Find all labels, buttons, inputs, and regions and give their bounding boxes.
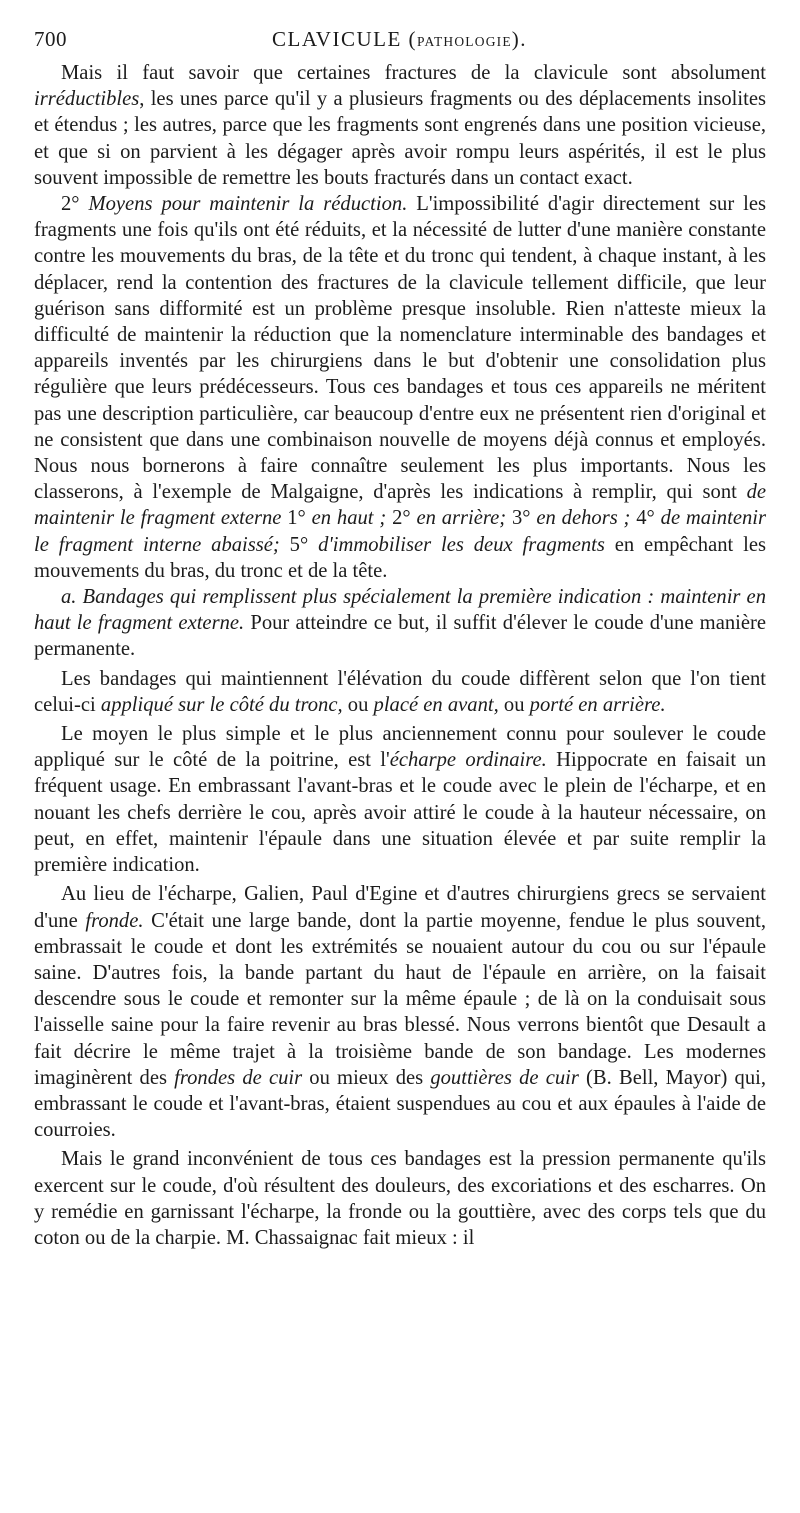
paragraph-fronde: Au lieu de l'écharpe, Galien, Paul d'Egine et d'autres chirurgiens grecs se servaient d'une fronde. C'était une large bande, dont la partie moyenne, fendue le plus souvent, embrassait le coude et dont les extrémités se nouaient autour du cou ou sur l'épaule saine. D'autres fois, la bande partant du haut de l'épaule en arrière, on la faisait descendre sous le coude et remonter sur la même épaule ; de là on la conduisait sous l'aisselle saine pour la faire revenir au bras blessé. Nous verrons bientôt que Desault a fait décrire le même trajet à la troisième bande de son bandage. Les modernes imaginèrent des frondes de cuir ou mieux des gouttières de cuir (B. Bell, Mayor) qui, embrassant le coude et l'avant-bras, étaient suspendues au cou et aux épaules à l'aide de courroies. (34, 883, 767, 1142)
paragraph-bandages-first-indication: a. Bandages qui remplissent plus spécialement la première indication : maintenir en haut le fragment externe. Pour atteindre ce but, il suffit d'élever le coude d'une manière permanente. (34, 586, 766, 661)
paragraph-moyens-reduction: 2° Moyens pour maintenir la réduction. L'impossibilité d'agir directement sur les fragments une fois qu'ils ont été réduits, et la nécessité de lutter d'une manière constante contre les mouvements du bras, de la tête et du tronc qui tendent, à chaque instant, à les déplacer, rend la contention des fractures de la clavicule tellement difficile, que leur guérison sans difformité est un problème presque insoluble. Rien n'atteste mieux la difficulté de maintenir la réduction que la nomenclature interminable des bandages et appareils inventés par les chirurgiens dans le but d'obtenir une consolidation plus régulière que leurs prédécesseurs. Tous ces bandages et tous ces appareils ne méritent pas une description particulière, car beaucoup d'entre eux ne présentent rien d'original et ne consistent que dans une combinaison nouvelle de moyens déjà connus et employés. Nous nous bornerons à faire connaître seulement les plus importants. Nous les classerons, à l'exemple de Malgaigne, d'après les indications à remplir, qui sont de maintenir le fragment externe 1° en haut ; 2° en arrière; 3° en dehors ; 4° de maintenir le fragment interne abaissé; 5° d'immobiliser les deux fragments en empêchant les mouvements du bras, du tronc et de la tête. (34, 193, 766, 582)
paragraph-echarpe-ordinaire: Le moyen le plus simple et le plus anciennement connu pour soulever le coude appliqué sur le côté de la poitrine, est l'écharpe ordinaire. Hippocrate en faisait un fréquent usage. En embrassant l'avant-bras et le coude avec le plein de l'écharpe, et en nouant les chefs derrière le cou, après avoir attiré le coude à la hauteur nécessaire, on peut, en effet, maintenir l'épaule dans une situation élevée et par suite remplir la première indication. (34, 723, 766, 877)
paragraph-irreducible-fractures: Mais il faut savoir que certaines fractures de la clavicule sont absolument irréductibles, les unes parce qu'il y a plusieurs fragments ou des déplacements insolites et étendus ; les autres, parce que les fragments sont engrenés dans une position vicieuse, et que si on parvient à les dégager après avoir rompu leurs aspérités, il est le plus souvent impossible de remettre les bouts fracturés dans un contact exact. (34, 62, 766, 189)
paragraph-elevation-coude: Les bandages qui maintiennent l'élévation du coude diffèrent selon que l'on tient celui-ci appliqué sur le côté du tronc, ou placé en avant, ou porté en arrière. (34, 667, 766, 716)
title-subject: PATHOLOGIE (417, 34, 512, 49)
page-number: 700 (34, 27, 67, 51)
title-paren-open: ( (401, 27, 418, 51)
title-paren-close: ). (511, 27, 528, 51)
document-page (34, 26, 766, 1251)
running-title (272, 26, 527, 55)
paragraph-inconvenient: Mais le grand inconvénient de tous ces bandages est la pression permanente qu'ils exercent sur le coude, d'où résultent des douleurs, des excoriations et des escharres. On y remédie en garnissant l'écharpe, la fronde ou la gouttière, avec des corps tels que du coton ou de la charpie. M. Chassaignac fait mieux : il (34, 1148, 766, 1249)
title-main: CLAVICULE (272, 27, 402, 51)
running-header (34, 26, 766, 60)
